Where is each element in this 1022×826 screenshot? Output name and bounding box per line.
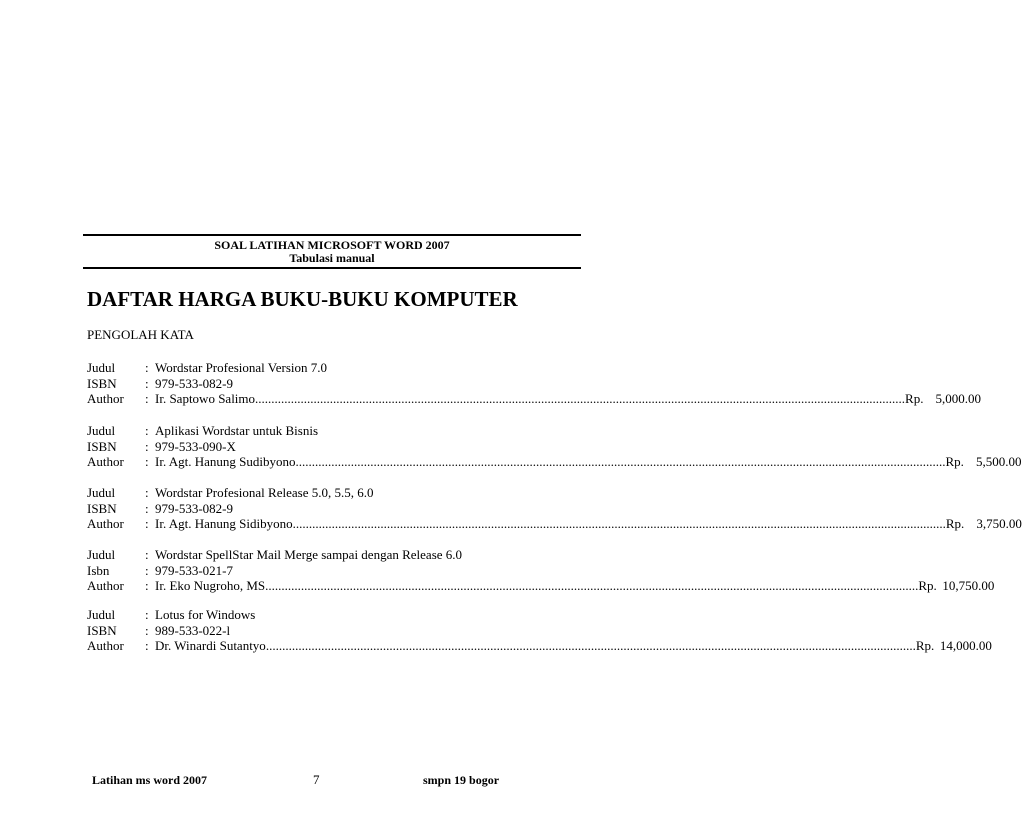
price — [905, 391, 981, 407]
dot-leader: ........................................................................................................................................................................................................ — [268, 578, 919, 593]
isbn-row-label: ISBN — [87, 622, 117, 638]
header-bottom-rule — [83, 267, 581, 269]
footer-right-text: smpn 19 bogor — [423, 773, 500, 787]
price — [945, 454, 1021, 470]
author-row-value: Ir. Agt. Hanung Sidibyono. — [155, 516, 296, 531]
isbn-row-label: ISBN — [87, 375, 117, 391]
isbn-row — [87, 376, 517, 392]
title-row — [87, 423, 517, 439]
title-row — [87, 360, 517, 376]
price-currency: Rp. — [945, 454, 964, 469]
colon-separator: : — [145, 516, 149, 531]
colon-separator: : — [145, 485, 149, 500]
dot-leader: ........................................................................................................................................................................................................ — [265, 638, 916, 653]
title-row-label: Judul — [87, 360, 116, 375]
author-row — [87, 638, 992, 654]
isbn-row — [87, 439, 517, 455]
price-amount: 3,750.00 — [976, 516, 1022, 531]
author-row-label: Author — [87, 578, 124, 593]
isbn-row-value: 979-533-021-7 — [155, 562, 233, 578]
book-entry — [87, 360, 982, 407]
document-title: DAFTAR HARGA BUKU-BUKU KOMPUTER — [87, 287, 518, 311]
title-row-value: Wordstar SpellStar Mail Merge sampai dengan Release 6.0 — [155, 547, 463, 562]
colon-separator: : — [145, 500, 149, 516]
title-row-label: Judul — [87, 485, 116, 500]
author-price-line — [155, 454, 1022, 470]
header-subtitle: Tabulasi manual — [289, 251, 375, 265]
title-row-value: Wordstar Profesional Version 7.0 — [155, 360, 328, 375]
title-row-label: Judul — [87, 547, 116, 562]
colon-separator: : — [145, 360, 149, 375]
price — [946, 516, 1022, 532]
isbn-row — [87, 501, 517, 517]
isbn-row-value: 979-533-082-9 — [155, 375, 233, 391]
title-row-value: Wordstar Profesional Release 5.0, 5.5, 6.0 — [155, 485, 374, 500]
colon-separator: : — [145, 562, 149, 578]
colon-separator: : — [145, 423, 149, 438]
book-entry — [87, 547, 995, 594]
price — [916, 638, 992, 654]
price-currency: Rp. — [945, 516, 965, 531]
isbn-row-value: 989-533-022-l — [155, 622, 231, 638]
isbn-row-label: ISBN — [87, 438, 117, 454]
price-currency: Rp. — [915, 638, 935, 653]
header-top-rule — [83, 234, 581, 236]
author-row — [87, 516, 1022, 532]
isbn-row-value: 979-533-082-9 — [155, 500, 233, 516]
author-row-label: Author — [87, 516, 124, 531]
author-row — [87, 391, 982, 407]
section-heading: PENGOLAH KATA — [87, 327, 194, 342]
colon-separator: : — [145, 438, 149, 454]
colon-separator: : — [145, 638, 149, 653]
book-entry — [87, 423, 1022, 470]
price-amount: 5,000.00 — [935, 391, 982, 406]
price-amount: 10,750.00 — [942, 578, 995, 593]
price-amount: 14,000.00 — [939, 638, 992, 653]
colon-separator: : — [145, 547, 149, 562]
author-price-line — [155, 391, 982, 407]
isbn-row — [87, 623, 517, 639]
price — [918, 578, 994, 594]
colon-separator: : — [145, 375, 149, 391]
author-row-label: Author — [87, 391, 124, 406]
author-row — [87, 454, 1022, 470]
isbn-row-label: ISBN — [87, 500, 117, 516]
isbn-row — [87, 563, 517, 579]
page-number: 7 — [313, 772, 320, 787]
isbn-row-label: Isbn — [87, 562, 110, 578]
footer-left-text: Latihan ms word 2007 — [92, 773, 208, 787]
title-row-label: Judul — [87, 607, 116, 622]
header-title: SOAL LATIHAN MICROSOFT WORD 2007 — [214, 238, 450, 252]
isbn-row-value: 979-533-090-X — [155, 438, 236, 454]
title-row — [87, 607, 517, 623]
author-row — [87, 578, 995, 594]
colon-separator: : — [145, 391, 149, 406]
title-row-value: Aplikasi Wordstar untuk Bisnis — [155, 423, 319, 438]
author-price-line — [155, 638, 992, 654]
colon-separator: : — [145, 622, 149, 638]
price-currency: Rp. — [918, 578, 937, 593]
title-row-label: Judul — [87, 423, 116, 438]
colon-separator: : — [145, 454, 149, 469]
price-currency: Rp. — [905, 391, 924, 406]
title-row — [87, 547, 517, 563]
author-price-line — [155, 578, 995, 594]
author-row-value: Dr. Winardi Sutantyo — [155, 638, 266, 653]
colon-separator: : — [145, 607, 149, 622]
book-entry — [87, 607, 992, 654]
dot-leader: ........................................................................................................................................................................................................ — [255, 391, 906, 406]
title-row — [87, 485, 517, 501]
author-row-value: Ir. Saptowo Salimo — [155, 391, 256, 406]
author-row-value: Ir. Eko Nugroho, MS. — [155, 578, 269, 593]
author-row-label: Author — [87, 638, 124, 653]
book-entry — [87, 485, 1022, 532]
price-amount: 5,500.00 — [975, 454, 1022, 469]
author-price-line — [155, 516, 1022, 532]
author-row-value: Ir. Agt. Hanung Sudibyono — [155, 454, 296, 469]
dot-leader: ........................................................................................................................................................................................................ — [295, 516, 946, 531]
title-row-value: Lotus for Windows — [155, 607, 256, 622]
dot-leader: ........................................................................................................................................................................................................ — [295, 454, 946, 469]
colon-separator: : — [145, 578, 149, 593]
author-row-label: Author — [87, 454, 124, 469]
